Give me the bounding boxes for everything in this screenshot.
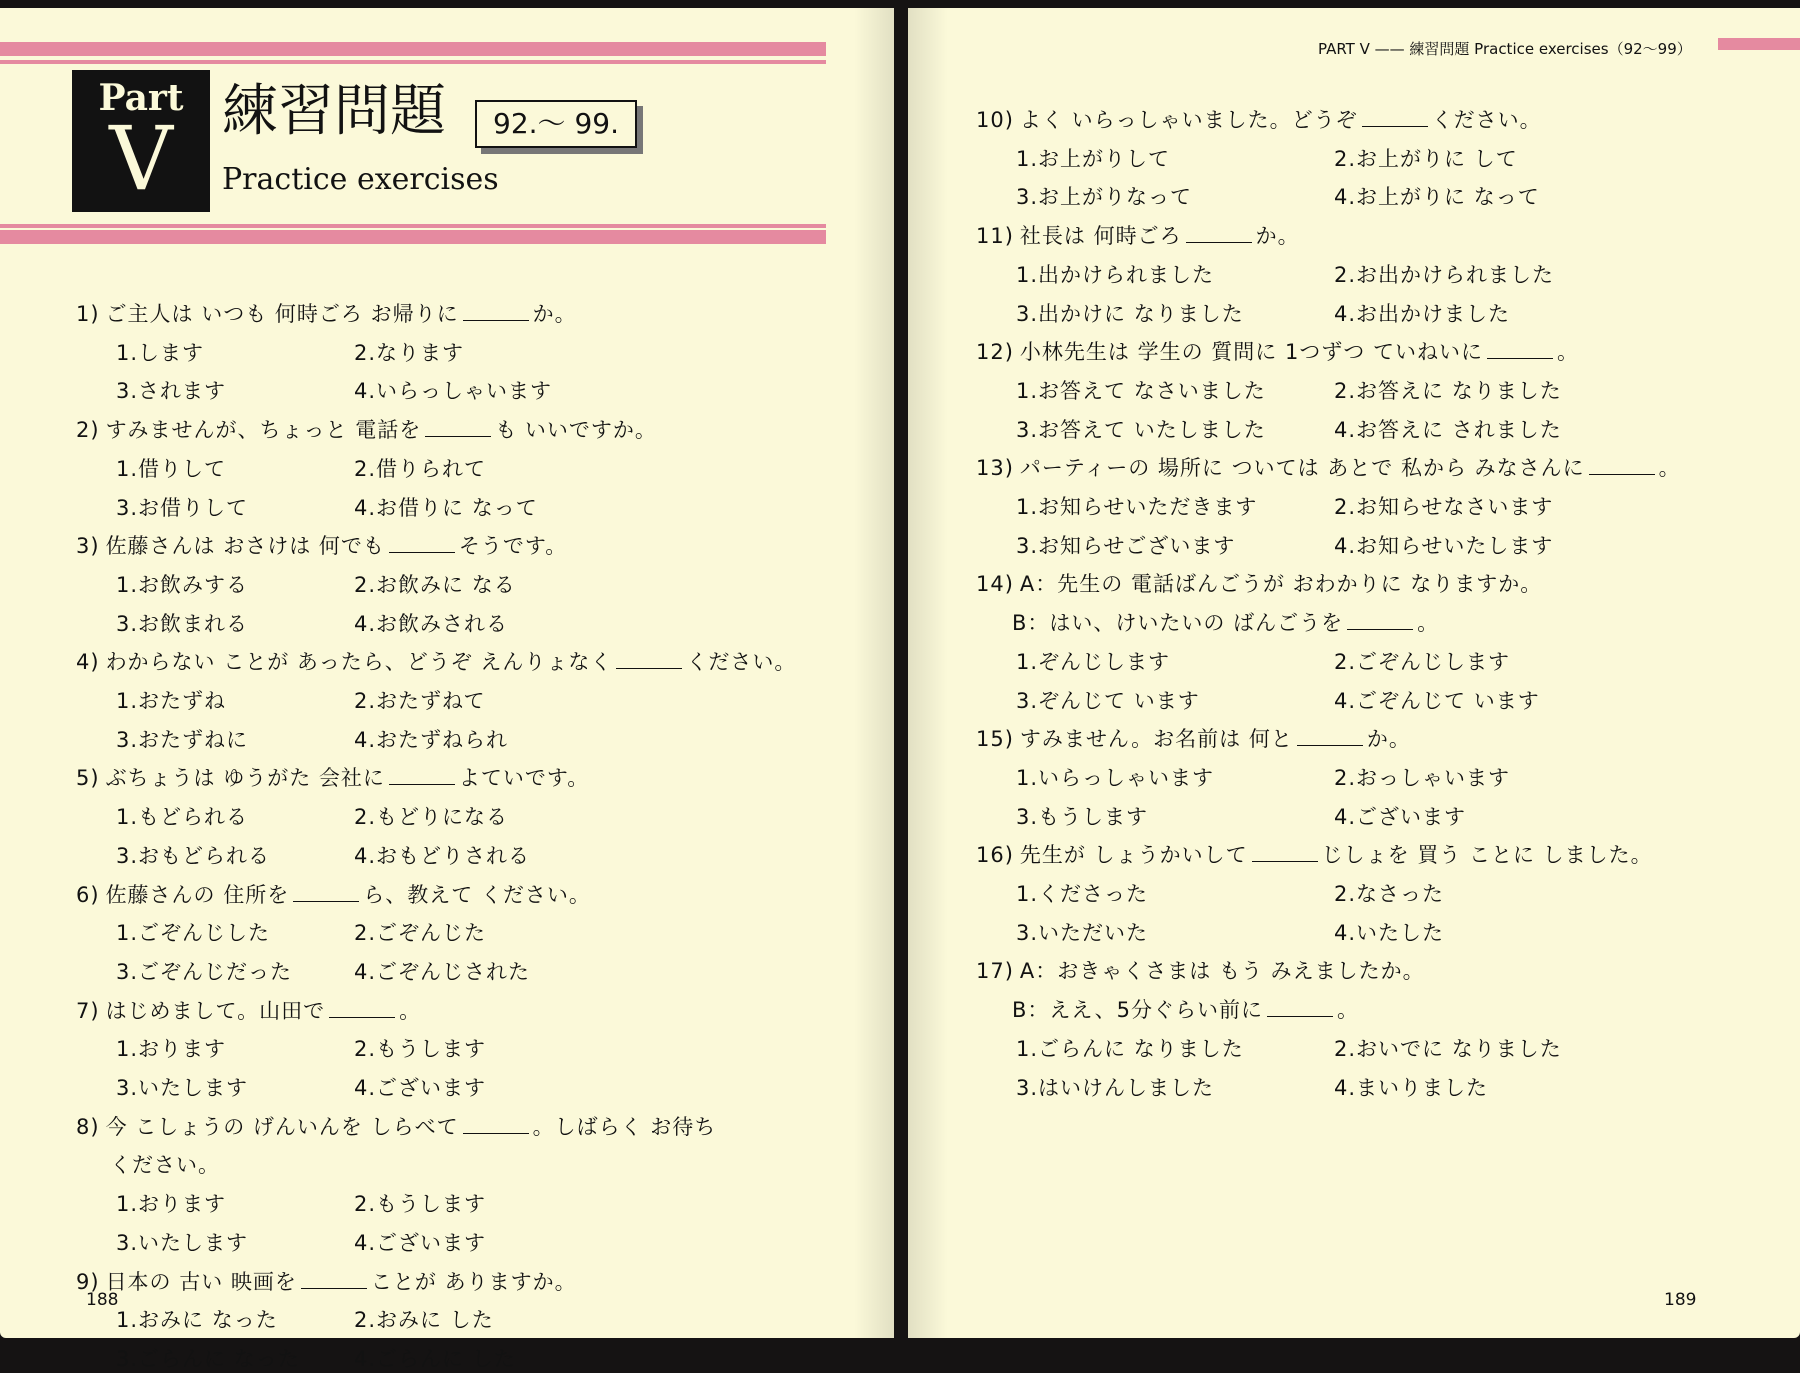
answer-option: 4.お借りに なって — [354, 495, 538, 520]
part-number: V — [109, 107, 173, 210]
question-line — [976, 336, 1579, 366]
question-text: A：先生の 電話ばんごうが おわかりに なりますか。 — [1019, 572, 1543, 597]
answer-blank — [1252, 843, 1318, 862]
question-number: 8) — [76, 1114, 100, 1139]
answer-option: 3.いただいた — [1016, 920, 1149, 945]
question-number: 15) — [976, 727, 1014, 752]
answer-blank — [329, 999, 395, 1018]
answer-option: 4.おもどりされる — [354, 843, 531, 868]
question-text-after: ください。 — [1431, 108, 1542, 132]
question-line — [76, 762, 589, 792]
question-text-after: じしょを 買う ことに しました。 — [1321, 843, 1653, 868]
answer-option: 3.もうします — [1016, 804, 1149, 829]
header-rule-bottom — [0, 224, 826, 228]
question-number: 17) — [976, 959, 1014, 984]
header-band-top — [0, 42, 826, 56]
question-text-after: 。 — [1658, 456, 1681, 481]
question-number: 2) — [76, 418, 100, 443]
question-line — [1012, 994, 1359, 1024]
answer-option: 2.おっしゃいます — [1334, 765, 1511, 790]
question-line — [976, 568, 1542, 598]
answer-option: 4.いらっしゃいます — [354, 379, 553, 404]
answer-option: 4.いたした — [1334, 920, 1445, 945]
answer-blank — [1267, 998, 1333, 1017]
answer-option: 1.くださった — [1016, 882, 1149, 906]
question-text: よく いらっしゃいました。どうぞ — [1019, 108, 1358, 132]
question-text: パーティーの 場所に ついては あとで 私から みなさんに — [1019, 456, 1585, 481]
answer-option: 4.ございます — [354, 1230, 487, 1255]
answer-option: 3.ごぞんじだった — [116, 959, 293, 984]
header-rule-top — [0, 60, 826, 64]
question-text: A：おきゃくさまは もう みえましたか。 — [1019, 959, 1425, 984]
question-text: ぶちょうは ゆうがた 会社に — [105, 766, 385, 791]
answer-option: 3.はいけんしました — [1016, 1075, 1215, 1100]
answer-option: 1.ぞんじします — [1016, 649, 1171, 674]
question-text-after: そうです。 — [458, 534, 568, 559]
answer-blank — [389, 534, 455, 553]
question-text-after: 。 — [1556, 340, 1579, 365]
answer-option: 2.なります — [354, 340, 465, 365]
answer-option: 3.お知らせございます — [1016, 533, 1236, 558]
question-text: 今 こしょうの げんいんを しらべて — [105, 1114, 459, 1139]
answer-option: 2.もうします — [354, 1037, 487, 1062]
answer-option: 2.ごぞんじた — [354, 921, 487, 946]
answer-option: 4.まいりました — [1334, 1075, 1489, 1100]
answer-option: 3.お借りして — [116, 495, 249, 520]
answer-option: 4.お上がりに なって — [1334, 185, 1540, 210]
answer-blank — [1297, 727, 1363, 746]
question-text-after: ことが ありますか。 — [370, 1269, 577, 1294]
answer-blank — [463, 302, 529, 321]
answer-option: 2.おたずねて — [354, 689, 486, 713]
question-line — [76, 646, 796, 676]
running-head: PART V —— 練習問題 Practice exercises（92〜99） — [1318, 40, 1692, 58]
answer-option: 4.お知らせいたします — [1334, 533, 1554, 558]
answer-option: 1.お飲みする — [116, 572, 249, 597]
question-number: 14) — [976, 572, 1014, 597]
answer-option: 2.もどりになる — [354, 805, 509, 830]
answer-option: 3.おもどられる — [116, 843, 271, 868]
answer-blank — [1589, 456, 1655, 475]
gutter-shadow — [908, 8, 948, 1338]
question-text-after: も いいですか。 — [495, 418, 657, 443]
answer-option: 1.おります — [116, 1192, 227, 1217]
header-band-right — [1718, 38, 1800, 50]
answer-option: 1.ごぞんじした — [116, 921, 271, 946]
page-number-right: 189 — [1664, 1290, 1697, 1310]
answer-option: 3.ごらんに なった — [116, 1346, 300, 1371]
right-page — [908, 8, 1800, 1338]
answer-option: 4.ございます — [354, 1076, 487, 1100]
range-box: 92.〜 99. — [475, 100, 637, 148]
question-text: 小林先生は 学生の 質問に 1つずつ ていねいに — [1019, 340, 1483, 365]
answer-option: 2.お知らせなさいます — [1334, 495, 1554, 519]
answer-option: 3.お上がりなって — [1016, 185, 1193, 210]
part-badge — [72, 70, 210, 212]
answer-option: 1.おります — [116, 1037, 227, 1062]
answer-option: 1.出かけられました — [1016, 262, 1215, 287]
question-number: 12) — [976, 340, 1014, 365]
answer-option: 1.いらっしゃいます — [1016, 765, 1215, 790]
answer-blank — [1362, 108, 1428, 127]
answer-option: 1.もどられる — [116, 805, 249, 830]
answer-option: 3.出かけに なりました — [1016, 301, 1244, 326]
question-text-after: か。 — [1366, 727, 1411, 752]
answer-option: 2.もうします — [354, 1192, 487, 1217]
question-text-after: 。 — [1337, 998, 1360, 1023]
answer-option: 1.お知らせいただきます — [1016, 495, 1258, 519]
question-number: 5) — [76, 766, 100, 791]
answer-option: 1.おたずね — [116, 689, 227, 713]
answer-blank — [1347, 611, 1413, 630]
question-text-after: 。 — [399, 998, 422, 1023]
question-line — [76, 1266, 577, 1296]
question-text: 社長は 何時ごろ — [1019, 224, 1182, 249]
question-number: 10) — [976, 108, 1014, 132]
answer-blank — [1487, 340, 1553, 359]
question-line — [976, 723, 1411, 753]
answer-option: 1.借りして — [116, 456, 227, 481]
question-text: 先生が しょうかいして — [1019, 843, 1248, 868]
answer-blank — [1186, 224, 1252, 243]
answer-option: 2.お飲みに なる — [354, 572, 516, 597]
question-line — [976, 452, 1681, 482]
question-line — [76, 530, 567, 560]
question-text: 佐藤さんは おさけは 何でも — [105, 534, 385, 559]
question-number: 6) — [76, 882, 100, 907]
question-line — [76, 1111, 716, 1141]
question-line-continued: ください。 — [110, 1153, 220, 1178]
answer-option: 4.ございます — [1334, 804, 1467, 829]
question-text: ご主人は いつも 何時ごろ お帰りに — [105, 302, 459, 326]
answer-option: 2.借りられて — [354, 456, 487, 481]
answer-option: 4.ごぞんじて います — [1334, 688, 1540, 713]
question-text: すみません。お名前は 何と — [1019, 727, 1293, 752]
answer-option: 4.ごぞんじされた — [354, 959, 531, 984]
answer-option: 2.なさった — [1334, 882, 1445, 906]
answer-option: 1.ごらんに なりました — [1016, 1036, 1244, 1061]
answer-option: 3.されます — [116, 379, 227, 404]
answer-option: 3.お飲まれる — [116, 611, 249, 636]
question-number: 4) — [76, 650, 100, 675]
question-text-after: 。 — [1417, 611, 1440, 636]
answer-blank — [463, 1115, 529, 1134]
question-text: B：はい、けいたいの ばんごうを — [1012, 611, 1344, 636]
question-text-after: ください。 — [686, 650, 797, 675]
question-text: はじめまして。山田で — [105, 998, 326, 1023]
answer-option: 4.おたずねられ — [354, 727, 509, 752]
answer-blank — [425, 418, 491, 437]
answer-option: 2.ごぞんじします — [1334, 649, 1511, 674]
question-line — [1012, 607, 1439, 637]
question-line — [976, 104, 1542, 134]
section-title-jp: 練習問題 — [222, 79, 446, 144]
question-number: 16) — [976, 843, 1014, 868]
question-line — [76, 995, 421, 1025]
question-number: 1) — [76, 302, 100, 326]
answer-option: 2.お答えに なりました — [1334, 378, 1562, 403]
answer-blank — [616, 650, 682, 669]
question-line — [976, 955, 1425, 985]
answer-option: 4.お答えに されました — [1334, 417, 1562, 442]
part-label: Part — [98, 77, 184, 119]
question-text-after: か。 — [1255, 224, 1300, 249]
answer-option: 4.ごらんに した — [354, 1346, 516, 1371]
answer-option: 1.お上がりして — [1016, 146, 1171, 171]
gutter-shadow — [854, 8, 894, 1338]
answer-option: 3.おたずねに — [116, 727, 249, 752]
question-number: 13) — [976, 456, 1014, 481]
answer-blank — [389, 766, 455, 785]
answer-option: 4.お出かけました — [1334, 301, 1511, 326]
question-text: 佐藤さんの 住所を — [105, 882, 290, 907]
answer-option: 3.いたします — [116, 1230, 249, 1255]
answer-option: 1.お答えて なさいました — [1016, 378, 1266, 403]
question-number: 7) — [76, 998, 100, 1023]
question-text-after: か。 — [532, 302, 577, 326]
question-text-after: 。しばらく お待ち — [532, 1114, 717, 1139]
question-line — [76, 298, 577, 328]
answer-option: 4.お飲みされる — [354, 611, 509, 636]
question-text-after: ら、教えて ください。 — [363, 882, 591, 907]
question-line — [76, 879, 591, 909]
question-line — [976, 220, 1300, 250]
left-page — [0, 8, 894, 1371]
question-line — [76, 414, 657, 444]
section-title-en: Practice exercises — [222, 162, 499, 197]
question-number: 3) — [76, 534, 100, 559]
question-text-after: よていです。 — [458, 766, 590, 791]
question-line — [976, 839, 1653, 869]
question-number: 11) — [976, 224, 1014, 249]
answer-option: 3.いたします — [116, 1076, 249, 1100]
answer-option: 1.おみに なった — [116, 1308, 278, 1333]
answer-option: 2.お出かけられました — [1334, 262, 1555, 287]
question-text: すみませんが、ちょっと 電話を — [105, 418, 422, 443]
question-number: 9) — [76, 1269, 100, 1294]
answer-option: 3.ぞんじて います — [1016, 688, 1200, 713]
answer-option: 2.お上がりに して — [1334, 146, 1518, 171]
question-text: 日本の 古い 映画を — [105, 1269, 297, 1294]
answer-option: 3.お答えて いたしました — [1016, 417, 1266, 442]
question-text: B：ええ、5分ぐらい前に — [1012, 998, 1264, 1023]
answer-option: 2.おみに した — [354, 1308, 494, 1333]
answer-blank — [301, 1270, 367, 1289]
answer-option: 1.します — [116, 340, 205, 365]
answer-option: 2.おいでに なりました — [1334, 1036, 1562, 1061]
page-number-left: 188 — [86, 1290, 119, 1310]
question-text: わからない ことが あったら、どうぞ えんりょなく — [105, 650, 613, 675]
answer-blank — [293, 883, 359, 902]
header-band-bottom — [0, 230, 826, 244]
